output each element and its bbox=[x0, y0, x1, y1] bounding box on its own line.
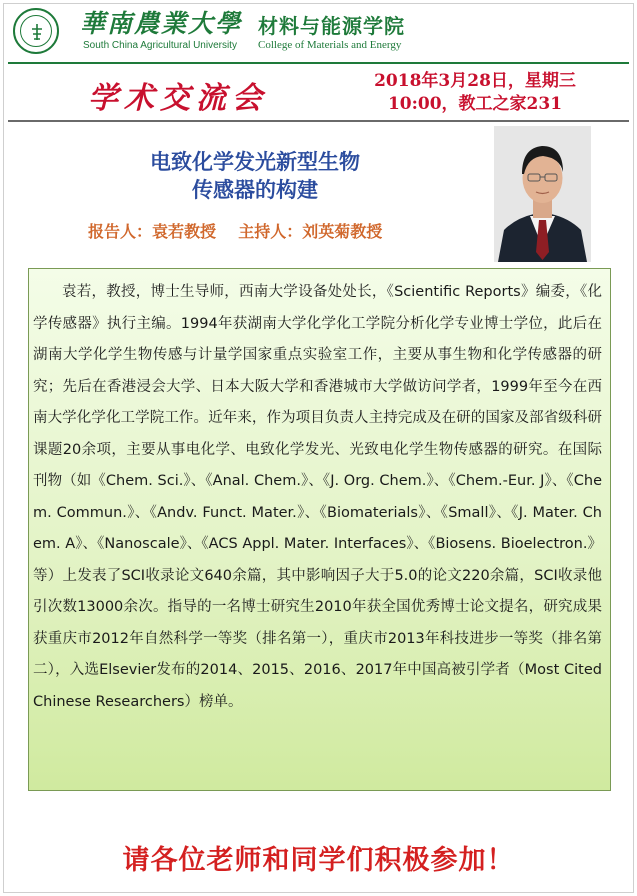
talk-title-line1: 电致化学发光新型生物 bbox=[150, 150, 360, 174]
header bbox=[0, 0, 637, 62]
event-date: 2018年3月28日，星期三 bbox=[374, 71, 576, 91]
speaker-portrait bbox=[494, 126, 591, 262]
speaker-bio-box bbox=[28, 268, 611, 791]
talk-title-line2: 传感器的构建 bbox=[192, 178, 318, 202]
invitation-text: 请各位老师和同学们积极参加！ bbox=[122, 845, 515, 876]
university-name-cn: 華南農業大學 bbox=[80, 9, 243, 38]
university-seal-icon bbox=[13, 8, 59, 54]
header-rule bbox=[8, 62, 629, 64]
college-name-en: College of Materials and Energy bbox=[258, 39, 402, 51]
university-name-en: South China Agricultural University bbox=[83, 40, 237, 51]
speakers-line: 报告人：袁若教授 主持人：刘英菊教授 bbox=[88, 222, 383, 241]
banner-divider bbox=[8, 120, 629, 122]
event-title: 学术交流会 bbox=[88, 81, 268, 116]
college-name-cn: 材料与能源学院 bbox=[258, 14, 405, 38]
event-time-place: 10:00，教工之家231 bbox=[387, 94, 563, 114]
speaker-bio-text: 袁若，教授，博士生导师，西南大学设备处处长，《Scientific Reports》编委，《化学传感器》执行主编。1994年获湖南大学化学化工学院分析化学专业博士学位，此后在湖南大学化学生物传感与计量学国家重点实验室工作，主要从事生物和化学传感器的研究；先后在香港浸会大学、日本大阪大学和香港城市大学做访问学者，1999年至今在西南大学化学化工学院工作。近年来，作为项目负责人主持完成及在研的国家及部省级科研课题20余项，主要从事电化学、电致化学发光、光致电化学生物传感器的研究。在国际刊物（如《Chem. Sci.》、《Anal. Chem.》、《J. Org. Chem.》、《Chem.-Eur. J》、《Chem. Commun.》、《Andv. Funct. Mater.》、《Biomaterials》、《Small》、《J. Mater. Chem. A》、《Nanoscale》、《ACS Appl. Mater. Interfaces》、《Biosens. Bioelectron.》等）上发表了SCI收录论文640余篇，其中影响因子大于5.0的论文220余篇，SCI收录他引次数13000余次。指导的一名博士研究生2010年获全国优秀博士论文提名，研究成果获重庆市2012年自然科学一等奖（排名第一），重庆市2013年科技进步一等奖（排名第二），入选Elsevier发布的2014、2015、2016、2017年中国高被引学者（Most Cited Chinese Researchers）榜单。 bbox=[33, 284, 602, 710]
